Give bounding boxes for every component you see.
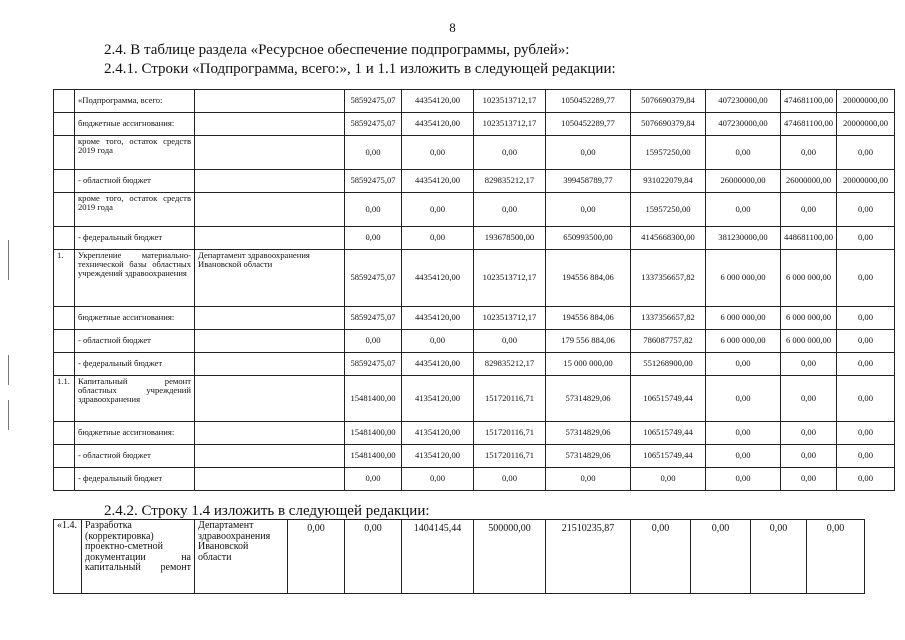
value-cell: 0,00 xyxy=(706,468,781,491)
scan-mark xyxy=(8,240,9,280)
value-cell: 15481400,00 xyxy=(345,422,402,445)
page-number: 8 xyxy=(449,20,456,35)
value-cell: 0,00 xyxy=(345,468,402,491)
value-cell: 41354120,00 xyxy=(402,445,474,468)
value-cell: 44354120,00 xyxy=(402,170,474,193)
value-cell: 44354120,00 xyxy=(402,307,474,330)
value-cell: 106515749,44 xyxy=(631,445,706,468)
value-cell: 57314829,06 xyxy=(546,445,631,468)
row-label: - областной бюджет xyxy=(75,445,195,468)
table-row xyxy=(54,376,895,422)
value-cell: 58592475,07 xyxy=(345,250,402,307)
row-department xyxy=(195,136,345,170)
value-cell: 0,00 xyxy=(837,307,895,330)
value-cell: 0,00 xyxy=(288,520,345,594)
value-cell: 1337356657,82 xyxy=(631,307,706,330)
row-number xyxy=(54,90,75,113)
value-cell: 0,00 xyxy=(781,376,837,422)
value-cell: 0,00 xyxy=(781,422,837,445)
row-label: - областной бюджет xyxy=(75,330,195,353)
table-row xyxy=(54,227,895,250)
value-cell: 20000000,00 xyxy=(837,90,895,113)
value-cell: 829835212,17 xyxy=(474,353,546,376)
value-cell: 0,00 xyxy=(837,445,895,468)
table-row xyxy=(54,250,895,307)
value-cell: 0,00 xyxy=(546,136,631,170)
value-cell: 5076690379,84 xyxy=(631,90,706,113)
row-number xyxy=(54,445,75,468)
value-cell: 0,00 xyxy=(691,520,751,594)
value-cell: 0,00 xyxy=(402,136,474,170)
value-cell: 44354120,00 xyxy=(402,250,474,307)
table-row xyxy=(54,330,895,353)
value-cell: 179 556 884,06 xyxy=(546,330,631,353)
row-department: Департамент здравоохранения Ивановской области xyxy=(195,250,345,307)
value-cell: 0,00 xyxy=(345,193,402,227)
subsection-heading-2-4-1: 2.4.1. Строки «Подпрограмма, всего:», 1 и 1.1 изложить в следующей редакции: xyxy=(104,61,616,77)
row-number: 1. xyxy=(54,250,75,307)
value-cell: 0,00 xyxy=(837,193,895,227)
value-cell: 829835212,17 xyxy=(474,170,546,193)
resource-table-row-1-4 xyxy=(53,519,865,594)
row-department xyxy=(195,353,345,376)
value-cell: 407230000,00 xyxy=(706,113,781,136)
row-department xyxy=(195,170,345,193)
row-department xyxy=(195,445,345,468)
value-cell: 26000000,00 xyxy=(706,170,781,193)
table-row xyxy=(54,170,895,193)
row-label: Укрепление материально-технической базы областных учреждений здравоохранения xyxy=(75,250,195,307)
value-cell: 15481400,00 xyxy=(345,445,402,468)
value-cell: 0,00 xyxy=(837,330,895,353)
value-cell: 58592475,07 xyxy=(345,113,402,136)
value-cell: 6 000 000,00 xyxy=(781,250,837,307)
table-row xyxy=(54,468,895,491)
table-row xyxy=(54,113,895,136)
row-number xyxy=(54,307,75,330)
value-cell: 0,00 xyxy=(345,227,402,250)
table-row xyxy=(54,520,865,594)
value-cell: 0,00 xyxy=(751,520,807,594)
value-cell: 0,00 xyxy=(706,422,781,445)
value-cell: 58592475,07 xyxy=(345,307,402,330)
table-row xyxy=(54,90,895,113)
value-cell: 407230000,00 xyxy=(706,90,781,113)
value-cell: 6 000 000,00 xyxy=(706,250,781,307)
value-cell: 151720116,71 xyxy=(474,376,546,422)
value-cell: 58592475,07 xyxy=(345,170,402,193)
subsection-heading-2-4-2: 2.4.2. Строку 1.4 изложить в следующей редакции: xyxy=(104,503,430,519)
table-row xyxy=(54,307,895,330)
section-heading: 2.4. В таблице раздела «Ресурсное обеспечение подпрограммы, рублей»: xyxy=(104,42,570,58)
value-cell: 21510235,87 xyxy=(546,520,631,594)
value-cell: 0,00 xyxy=(706,353,781,376)
value-cell: 0,00 xyxy=(837,468,895,491)
row-department xyxy=(195,330,345,353)
value-cell: 44354120,00 xyxy=(402,113,474,136)
value-cell: 106515749,44 xyxy=(631,376,706,422)
value-cell: 193678500,00 xyxy=(474,227,546,250)
value-cell: 1050452289,77 xyxy=(546,113,631,136)
value-cell: 931022079,84 xyxy=(631,170,706,193)
value-cell: 0,00 xyxy=(706,193,781,227)
value-cell: 41354120,00 xyxy=(402,376,474,422)
value-cell: 0,00 xyxy=(345,136,402,170)
row-number xyxy=(54,353,75,376)
value-cell: 44354120,00 xyxy=(402,353,474,376)
row-label: бюджетные ассигнования: xyxy=(75,113,195,136)
value-cell: 44354120,00 xyxy=(402,90,474,113)
value-cell: 0,00 xyxy=(837,250,895,307)
value-cell: 448681100,00 xyxy=(781,227,837,250)
row-department xyxy=(195,307,345,330)
value-cell: 20000000,00 xyxy=(837,113,895,136)
value-cell: 0,00 xyxy=(781,193,837,227)
value-cell: 0,00 xyxy=(345,330,402,353)
value-cell: 0,00 xyxy=(345,520,402,594)
row-label: бюджетные ассигнования: xyxy=(75,422,195,445)
value-cell: 0,00 xyxy=(474,136,546,170)
value-cell: 0,00 xyxy=(781,136,837,170)
value-cell: 399458789,77 xyxy=(546,170,631,193)
value-cell: 194556 884,06 xyxy=(546,307,631,330)
value-cell: 1023513712,17 xyxy=(474,90,546,113)
value-cell: 58592475,07 xyxy=(345,90,402,113)
row-label: Разработка (корректировка) проектно-сметной документации на капитальный ремонт xyxy=(82,520,195,594)
value-cell: 0,00 xyxy=(474,330,546,353)
row-department xyxy=(195,113,345,136)
row-department xyxy=(195,193,345,227)
value-cell: 381230000,00 xyxy=(706,227,781,250)
row-number xyxy=(54,422,75,445)
value-cell: 0,00 xyxy=(807,520,865,594)
value-cell: 551268900,00 xyxy=(631,353,706,376)
value-cell: 0,00 xyxy=(631,520,691,594)
row-label: - федеральный бюджет xyxy=(75,353,195,376)
value-cell: 151720116,71 xyxy=(474,445,546,468)
value-cell: 6 000 000,00 xyxy=(781,307,837,330)
value-cell: 15957250,00 xyxy=(631,193,706,227)
value-cell: 1050452289,77 xyxy=(546,90,631,113)
value-cell: 474681100,00 xyxy=(781,113,837,136)
value-cell: 0,00 xyxy=(631,468,706,491)
row-number: 1.1. xyxy=(54,376,75,422)
row-label: Капитальный ремонт областных учреждений здравоохранения xyxy=(75,376,195,422)
value-cell: 650993500,00 xyxy=(546,227,631,250)
value-cell: 1023513712,17 xyxy=(474,250,546,307)
value-cell: 26000000,00 xyxy=(781,170,837,193)
value-cell: 6 000 000,00 xyxy=(706,330,781,353)
value-cell: 0,00 xyxy=(837,227,895,250)
value-cell: 58592475,07 xyxy=(345,353,402,376)
value-cell: 0,00 xyxy=(474,468,546,491)
table-row xyxy=(54,353,895,376)
table-row xyxy=(54,422,895,445)
row-department xyxy=(195,468,345,491)
row-label: «Подпрограмма, всего: xyxy=(75,90,195,113)
row-label: кроме того, остаток средств 2019 года xyxy=(75,193,195,227)
value-cell: 0,00 xyxy=(402,193,474,227)
value-cell: 6 000 000,00 xyxy=(706,307,781,330)
value-cell: 1023513712,17 xyxy=(474,113,546,136)
value-cell: 5076690379,84 xyxy=(631,113,706,136)
value-cell: 0,00 xyxy=(474,193,546,227)
scan-mark xyxy=(8,355,9,385)
value-cell: 41354120,00 xyxy=(402,422,474,445)
row-department xyxy=(195,422,345,445)
value-cell: 0,00 xyxy=(781,353,837,376)
value-cell: 15 000 000,00 xyxy=(546,353,631,376)
value-cell: 15481400,00 xyxy=(345,376,402,422)
value-cell: 15957250,00 xyxy=(631,136,706,170)
row-number xyxy=(54,113,75,136)
table-row xyxy=(54,445,895,468)
scan-mark xyxy=(8,400,9,430)
value-cell: 6 000 000,00 xyxy=(781,330,837,353)
value-cell: 194556 884,06 xyxy=(546,250,631,307)
row-number xyxy=(54,227,75,250)
value-cell: 0,00 xyxy=(402,468,474,491)
row-number xyxy=(54,136,75,170)
value-cell: 106515749,44 xyxy=(631,422,706,445)
row-department xyxy=(195,90,345,113)
row-number xyxy=(54,170,75,193)
row-number xyxy=(54,468,75,491)
row-label: - областной бюджет xyxy=(75,170,195,193)
value-cell: 786087757,82 xyxy=(631,330,706,353)
table-row xyxy=(54,193,895,227)
value-cell: 0,00 xyxy=(837,353,895,376)
value-cell: 0,00 xyxy=(837,376,895,422)
row-number xyxy=(54,330,75,353)
value-cell: 151720116,71 xyxy=(474,422,546,445)
value-cell: 1404145,44 xyxy=(402,520,474,594)
row-number xyxy=(54,193,75,227)
value-cell: 57314829,06 xyxy=(546,422,631,445)
value-cell: 474681100,00 xyxy=(781,90,837,113)
value-cell: 0,00 xyxy=(837,136,895,170)
row-department: Департамент здравоохранения Ивановской области xyxy=(195,520,288,594)
resource-table-main xyxy=(53,89,895,491)
value-cell: 0,00 xyxy=(837,422,895,445)
value-cell: 4145668300,00 xyxy=(631,227,706,250)
row-department xyxy=(195,227,345,250)
value-cell: 1023513712,17 xyxy=(474,307,546,330)
value-cell: 0,00 xyxy=(706,376,781,422)
value-cell: 1337356657,82 xyxy=(631,250,706,307)
value-cell: 0,00 xyxy=(706,136,781,170)
row-department xyxy=(195,376,345,422)
value-cell: 0,00 xyxy=(546,193,631,227)
row-label: - федеральный бюджет xyxy=(75,468,195,491)
value-cell: 0,00 xyxy=(781,468,837,491)
value-cell: 0,00 xyxy=(781,445,837,468)
value-cell: 20000000,00 xyxy=(837,170,895,193)
row-label: кроме того, остаток средств 2019 года xyxy=(75,136,195,170)
value-cell: 57314829,06 xyxy=(546,376,631,422)
value-cell: 0,00 xyxy=(402,330,474,353)
value-cell: 0,00 xyxy=(706,445,781,468)
table-row xyxy=(54,136,895,170)
row-label: бюджетные ассигнования: xyxy=(75,307,195,330)
row-number: «1.4. xyxy=(54,520,82,594)
value-cell: 500000,00 xyxy=(474,520,546,594)
value-cell: 0,00 xyxy=(546,468,631,491)
row-label: - федеральный бюджет xyxy=(75,227,195,250)
value-cell: 0,00 xyxy=(402,227,474,250)
